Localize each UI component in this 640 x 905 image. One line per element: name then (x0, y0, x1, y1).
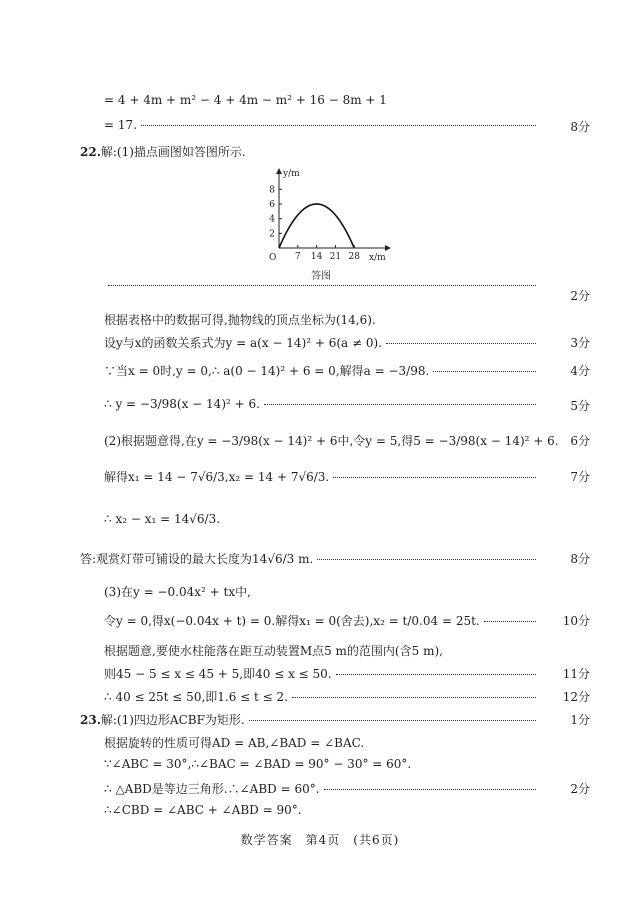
line-text: 根据表格中的数据可得,抛物线的顶点坐标为(14,6). (104, 313, 376, 327)
y-tick-label: 4 (269, 214, 275, 225)
line-text: = 4 + 4m + m² − 4 + 4m − m² + 16 − 8m + 1 (104, 93, 387, 107)
y-tick-label: 6 (269, 200, 275, 210)
leader-dots (249, 719, 536, 721)
leader-dots (141, 124, 536, 126)
score-points: 5分 (570, 399, 590, 413)
score-points: 6分 (570, 434, 590, 448)
line-l21 (104, 780, 590, 797)
line-l10 (104, 468, 590, 485)
line-l3 (80, 143, 540, 160)
x-tick-label: 21 (329, 252, 342, 262)
line-text: (2)根据题意得,在y = −3/98(x − 14)² + 6中,令y = 5,得5 = −3/98(x − 14)² + 6. (104, 434, 559, 448)
score-points: 2分 (570, 782, 590, 796)
y-tick-label: 2 (269, 229, 275, 240)
line-text: 解:(1)四边形ACBF为矩形. (100, 713, 245, 727)
leader-dots (108, 284, 536, 286)
parabola-figure (265, 168, 395, 268)
figure-caption: 答图 (311, 271, 331, 282)
leader-dots (292, 696, 536, 698)
line-l17 (104, 688, 590, 705)
line-text: 设y与x的函数关系式为y = a(x − 14)² + 6(a ≠ 0). (104, 336, 383, 350)
line-l2 (104, 118, 590, 134)
page-footer: 数学答案 第4页 (共6页) (240, 833, 400, 847)
line-text: 则45 − 5 ≤ x ≤ 45 + 5,即40 ≤ x ≤ 50. (104, 667, 332, 681)
origin-label: O (269, 253, 277, 263)
y-tick-label: 8 (269, 185, 275, 196)
line-text: 答:观赏灯带可铺设的最大长度为14√6/3 m. (80, 552, 314, 566)
question-number: 23. (80, 713, 101, 727)
line-l1 (104, 93, 540, 107)
line-text: 根据旋转的性质可得AD = AB,∠BAD = ∠BAC. (104, 736, 365, 750)
line-l19 (104, 734, 540, 751)
line-l9 (104, 432, 590, 449)
x-tick-label: 28 (348, 252, 360, 262)
leader-dots (336, 673, 536, 675)
score-points: 10分 (562, 614, 590, 628)
line-text: 令y = 0,得x(−0.04x + t) = 0.解得x₁ = 0(舍去),x₂ = t/0.04 = 25t. (104, 614, 480, 628)
score-points: 12分 (562, 690, 590, 704)
line-text: = 17. (104, 118, 137, 132)
line-l5 (104, 311, 540, 328)
score-points: 11分 (562, 667, 590, 681)
score-points: 1分 (570, 713, 590, 727)
question-number: 22. (80, 145, 101, 159)
axes (276, 168, 391, 251)
line-text: (3)在y = −0.04x² + tx中, (104, 585, 251, 599)
line-text: 根据题意,要使水柱能落在距互动装置M点5 m的范围内(含5 m), (104, 644, 443, 658)
score-points: 4分 (570, 364, 590, 378)
x-tick-label: 7 (294, 252, 301, 262)
line-text: 解得x₁ = 14 − 7√6/3,x₂ = 14 + 7√6/3. (104, 470, 330, 484)
line-text: ∴ x₂ − x₁ = 14√6/3. (104, 512, 221, 526)
y-axis-label: y/m (283, 169, 300, 179)
leader-dots (484, 620, 536, 622)
line-l8 (104, 397, 590, 413)
leader-dots (324, 788, 536, 790)
line-l7 (104, 362, 590, 379)
line-l6 (104, 334, 590, 351)
score-points: 8分 (570, 552, 590, 566)
axis-ticks (269, 185, 360, 262)
score-points: 7分 (570, 470, 590, 484)
line-l22 (104, 803, 540, 817)
score-points: 3分 (570, 336, 590, 350)
line-l20 (104, 757, 540, 771)
leader-dots (317, 558, 536, 560)
score-points: 2分 (570, 289, 590, 303)
line-l15 (104, 642, 540, 659)
line-text: ∴∠CBD = ∠ABC + ∠ABD = 90°. (104, 803, 302, 817)
line-text: 解:(1)描点画图如答图所示. (100, 145, 246, 159)
x-tick-label: 14 (310, 252, 323, 262)
leader-dots (264, 403, 536, 405)
line-l14 (104, 612, 590, 629)
leader-dots (433, 370, 536, 372)
parabola-curve (279, 204, 354, 248)
leader-dots (333, 476, 536, 478)
line-l11 (104, 512, 540, 526)
line-text: ∴ y = −3/98(x − 14)² + 6. (104, 397, 260, 411)
line-l18 (80, 711, 590, 728)
line-l13 (104, 583, 540, 600)
score-points: 8分 (570, 120, 590, 134)
line-text: ∵∠ABC = 30°,∴∠BAC = ∠BAD = 90° − 30° = 60°. (104, 757, 412, 771)
x-axis-label: x/m (369, 253, 386, 263)
line-text: ∴ 40 ≤ 25t ≤ 50,即1.6 ≤ t ≤ 2. (104, 690, 288, 704)
line-text: ∵当x = 0时,y = 0,∴ a(0 − 14)² + 6 = 0,解得a = −3/98. (104, 364, 430, 378)
line-l12 (80, 550, 590, 567)
line-l16 (104, 665, 590, 682)
line-l4 (104, 287, 590, 303)
leader-dots (386, 342, 536, 344)
line-text: ∴ △ABD是等边三角形.∴∠ABD = 60°. (104, 782, 320, 796)
